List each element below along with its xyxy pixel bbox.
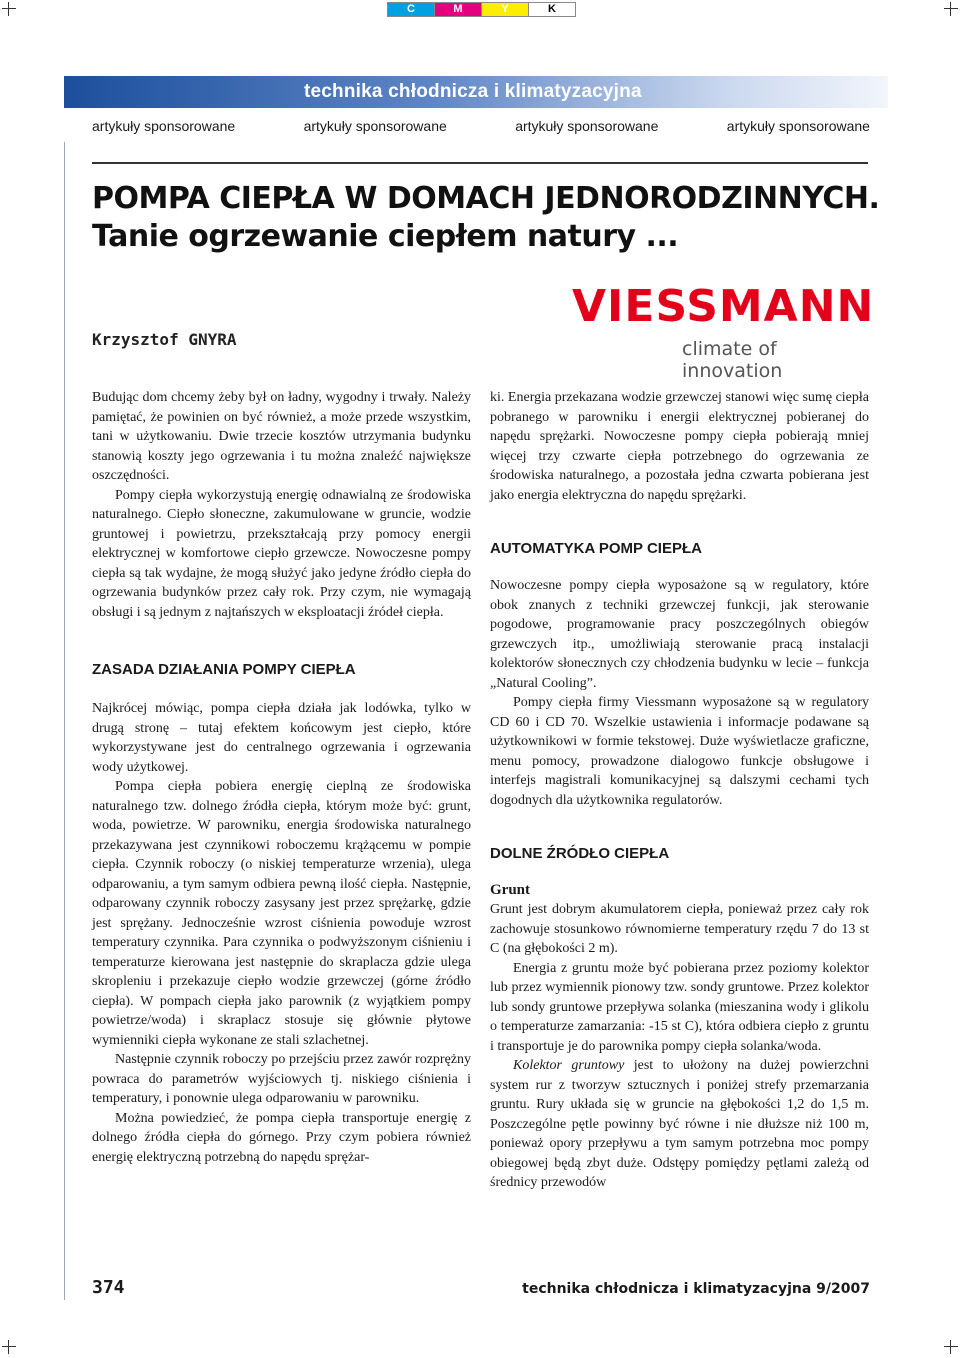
sponsored-label: artykuły sponsorowane — [92, 118, 236, 134]
paragraph: Pompy ciepła firmy Viessmann wyposażone są w regulatory CD 60 i CD 70. Wszelkie ustawienia i informacje podawane są użytkownikowi w formie tekstowej. Duże wyświetlacze graficzne, menu pomocy, prowadzone dialogowo funkcje obsługowe i interfejs magistrali komunikacyjnej są dalszymi cechami tych dogodnych dla użytkownika regulatorów. — [490, 695, 869, 808]
paragraph: ki. Energia przekazana wodzie grzewczej stanowi więc sumę ciepła pobranego w parowniku i energii elektrycznej pobieranej do napędu sprężarki. Nowoczesne pompy ciepła pobierają mniej więcej trzy czwarte ciepła potrzebnego do ogrzewania ze środowiska naturalnego, a pozostała jedna czwarta pobierana jest jako energia elektryczna do napędu sprężarki. — [490, 390, 869, 503]
section-heading: DOLNE ŹRÓDŁO CIEPŁA — [490, 845, 670, 862]
paragraph: Pompy ciepła wykorzystują energię odnawialną ze środowiska naturalnego. Ciepło słoneczne, zakumulowane w gruncie, wodzie gruntowej i powietrzu, przekształcają przy pomocy energii elektrycznej w komfortowe ciepło grzewcze. Nowoczesne pompy ciepła są tak wydajne, że mogą służyć jako jedyne źródło ciepła do ogrzewania budynków przez cały rok. Przy czym, nie wymagają obsługi i są jednym z najtańszych w eksploatacji źródeł ciepła. — [92, 487, 471, 620]
title-rule — [92, 162, 868, 164]
paragraph: Najkrócej mówiąc, pompa ciepła działa jak lodówka, tylko w drugą stronę – tutaj efektem końcowym jest ciepło, które wykorzystywane jest do centralnego ogrzewania i ogrzewania wody użytkowej. — [92, 701, 471, 775]
footer-issue: technika chłodnicza i klimatyzacyjna 9/2007 — [522, 1281, 870, 1297]
crop-mark-icon — [2, 2, 16, 16]
article-subtitle: Tanie ogrzewanie ciepłem natury ... — [92, 219, 679, 254]
margin-rule — [64, 142, 65, 1300]
viessmann-logo — [572, 281, 875, 382]
cmyk-c: C — [388, 3, 435, 16]
crop-mark-icon — [2, 1340, 16, 1354]
article-author: Krzysztof GNYRA — [92, 330, 237, 349]
paragraph: Pompa ciepła pobiera energię cieplną ze środowiska naturalnego tzw. dolnego źródła ciepła, którym może być: grunt, woda, powietrze. W parowniku, energia środowiska naturalnego przekazywana jest czynnikowi roboczemu krążącemu w pompie ciepła. Czynnik roboczy (o niskiej temperaturze wrzenia), ulega odparowaniu, a tym samym odbiera pewną ilość ciepła. Następnie, odparowany czynnik roboczy zasysany jest przez sprężarkę, gdzie jest sprężany. Jednocześnie wzrost ciśnienia powoduje wzrost temperatury czynnika. Para czynnika o podwyższonym ciśnieniu i temperaturze kierowana jest następnie do skraplacza gdzie ulega skropleniu i przekazuje ciepło wodzie grzewczej (górne źródło ciepła). W pompach ciepła jako parownik (z wyjątkiem pompy powietrze/woda) i skraplacz stosuje się głównie płytowe wymienniki ciepła wykonane ze stali szlachetnej. — [92, 779, 471, 1048]
subsection-heading: Grunt — [490, 882, 531, 898]
magazine-title: technika chłodnicza i klimatyzacyjna — [304, 81, 642, 102]
logo-tagline: climate of innovation — [682, 338, 783, 382]
cmyk-registration-strip — [387, 2, 576, 17]
paragraph-text: jest to ułożony na dużej powierzchni system rur z tworzyw sztucznych i poniżej strefy przemarzania gruntu. Rury układa się w gruncie na głębokości 1,2 do 1,5 m. Poszczególne pętle powinny być równe i nie dłuższe niż 100 m, ponieważ opory przepływu a tym samym potrzebna moc pompy obiegowej będą zbyt duże. Odstępy pomiędzy pętlami zależą od średnicy przewodów — [490, 1058, 869, 1190]
logo-wordmark: VIESSMANN — [572, 281, 875, 332]
italic-term: Kolektor gruntowy — [513, 1058, 625, 1073]
sponsored-label: artykuły sponsorowane — [303, 118, 447, 134]
section-heading: ZASADA DZIAŁANIA POMPY CIEPŁA — [92, 661, 356, 678]
paragraph — [490, 1056, 869, 1193]
sponsored-label: artykuły sponsorowane — [515, 118, 659, 134]
article-title: POMPA CIEPŁA W DOMACH JEDNORODZINNYCH. — [92, 181, 880, 216]
paragraph: Następnie czynnik roboczy po przejściu przez zawór rozprężny powraca do parametrów wyjściowych tj. niskiego ciśnienia i temperatury, i ponownie ulega odparowaniu w parowniku. — [92, 1052, 471, 1106]
sponsored-row — [92, 117, 870, 135]
crop-mark-icon — [944, 1340, 958, 1354]
page-number: 374 — [92, 1277, 125, 1298]
cmyk-m: M — [435, 3, 482, 16]
crop-mark-icon — [944, 2, 958, 16]
left-column — [92, 388, 471, 1167]
paragraph: Nowoczesne pompy ciepła wyposażone są w regulatory, które obok znanych z techniki grzewczej funkcji, jak sterowanie pogodowe, programowanie pracy poszczególnych obiegów grzewczych itp., umożliwiają sterowanie pracą instalacji kolektorów słonecznych czy chłodzenia budynku w lecie – funkcja „Natural Cooling”. — [490, 578, 869, 691]
magazine-banner — [64, 76, 888, 108]
right-column — [490, 388, 869, 1193]
paragraph: Energia z gruntu może być pobierana przez poziomy kolektor lub przez wymiennik pionowy tzw. sondy gruntowe. Przez kolektor lub sondy gruntowe przepływa solanka (mieszanina wody i glikolu o temperaturze zamarzania: -15 st C), która odbiera ciepło z gruntu i transportuje je do parownika pompy ciepła solanka/woda. — [490, 960, 869, 1054]
paragraph: Budując dom chcemy żeby był on ładny, wygodny i trwały. Należy pamiętać, że powinien on być również, a może przede wszystkim, tani w użytkowaniu. Dwie trzecie kosztów utrzymania budynku stanowią koszty jego ogrzewania i tu można znaleźć największe oszczędności. — [92, 390, 471, 483]
cmyk-k: K — [529, 3, 575, 16]
section-heading: AUTOMATYKA POMP CIEPŁA — [490, 540, 702, 557]
paragraph: Można powiedzieć, że pompa ciepła transportuje energię z dolnego źródła ciepła do górnego. Przy czym pobiera również energię elektryczną potrzebną do napędu sprężar- — [92, 1110, 471, 1165]
cmyk-y: Y — [482, 3, 529, 16]
paragraph: Grunt jest dobrym akumulatorem ciepła, ponieważ przez cały rok zachowuje stosunkowo równomierne temperatury rzędu 7 do 13 st C (na głębokości 2 m). — [490, 902, 869, 956]
sponsored-label: artykuły sponsorowane — [726, 118, 870, 134]
